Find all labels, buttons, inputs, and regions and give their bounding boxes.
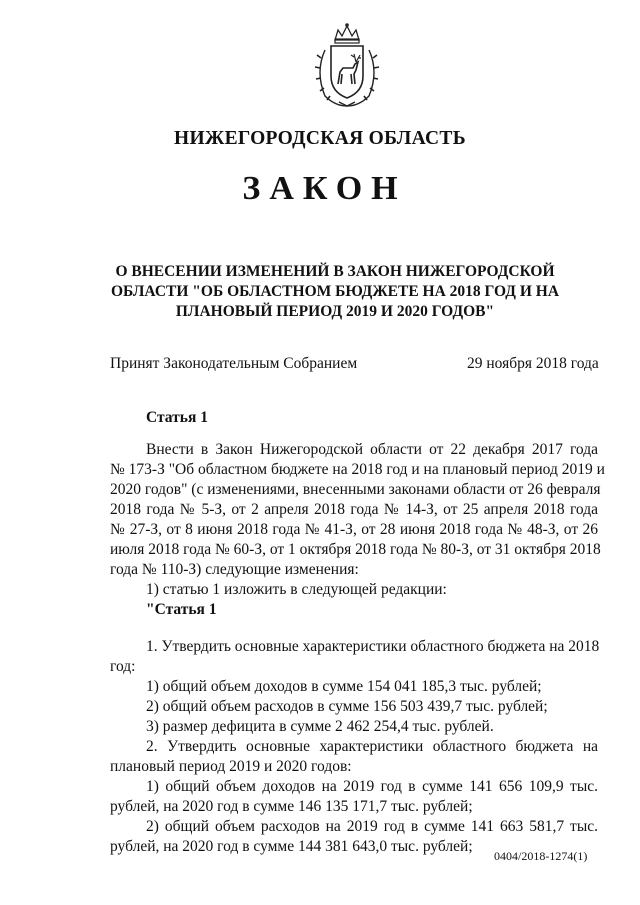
body-line: 2) общий объем расходов в сумме 156 503 439,7 тыс. рублей;: [146, 698, 548, 715]
body-line: 2) общий объем расходов на 2019 год в сумме 141 663 581,7 тыс.: [146, 818, 598, 835]
body-line: 1) общий объем доходов на 2019 год в сумме 141 656 109,9 тыс.: [146, 778, 598, 795]
adoption-date: 29 ноября 2018 года: [467, 355, 599, 372]
body-line: 2020 годов" (с изменениями, внесенными законами области от 26 февраля: [110, 481, 601, 498]
body-line: плановый период 2019 и 2020 годов:: [110, 758, 352, 775]
body-line: 1) общий объем доходов в сумме 154 041 185,3 тыс. рублей;: [146, 678, 542, 695]
quoted-article-heading: "Статья 1: [146, 601, 217, 618]
body-line: № 27-З, от 8 июня 2018 года № 41-З, от 28 июня 2018 года № 48-З, от 26: [110, 521, 598, 538]
body-line: рублей, на 2020 год в сумме 144 381 643,0 тыс. рублей;: [110, 838, 473, 855]
law-title-line: О ВНЕСЕНИИ ИЗМЕНЕНИЙ В ЗАКОН НИЖЕГОРОДСКОЙ: [115, 263, 555, 280]
body-line: 2018 года № 5-З, от 2 апреля 2018 года № 14-З, от 25 апреля 2018 года: [110, 501, 598, 518]
body-line: рублей, на 2020 год в сумме 146 135 171,7 тыс. рублей;: [110, 798, 473, 815]
body-line: Внести в Закон Нижегородской области от 22 декабря 2017 года: [146, 441, 598, 458]
body-line: № 173-З "Об областном бюджете на 2018 год и на плановый период 2019 и: [110, 461, 605, 478]
body-line: 2. Утвердить основные характеристики областного бюджета на: [146, 738, 598, 755]
body-line: года № 110-З) следующие изменения:: [110, 561, 359, 578]
article-heading: Статья 1: [146, 409, 208, 426]
body-line: 1) статью 1 изложить в следующей редакции:: [146, 581, 447, 598]
coat-of-arms-icon: [311, 22, 383, 108]
law-title: [90, 262, 580, 322]
adopted-by: Принят Законодательным Собранием: [110, 355, 358, 372]
document-type: ЗАКОН: [242, 170, 407, 207]
document-code: 0404/2018-1274(1): [494, 849, 588, 863]
body-line: июля 2018 года № 60-З, от 1 октября 2018 года № 80-З, от 31 октября 2018: [110, 541, 601, 558]
law-title-line: ПЛАНОВЫЙ ПЕРИОД 2019 И 2020 ГОДОВ": [175, 303, 495, 320]
law-title-line: ОБЛАСТИ "ОБ ОБЛАСТНОМ БЮДЖЕТЕ НА 2018 ГОД И НА: [110, 283, 560, 300]
region-name: НИЖЕГОРОДСКАЯ ОБЛАСТЬ: [174, 128, 466, 149]
body-line: 3) размер дефицита в сумме 2 462 254,4 тыс. рублей.: [146, 718, 494, 735]
body-line: 1. Утвердить основные характеристики областного бюджета на 2018: [146, 638, 600, 655]
body-line: год:: [110, 658, 136, 675]
